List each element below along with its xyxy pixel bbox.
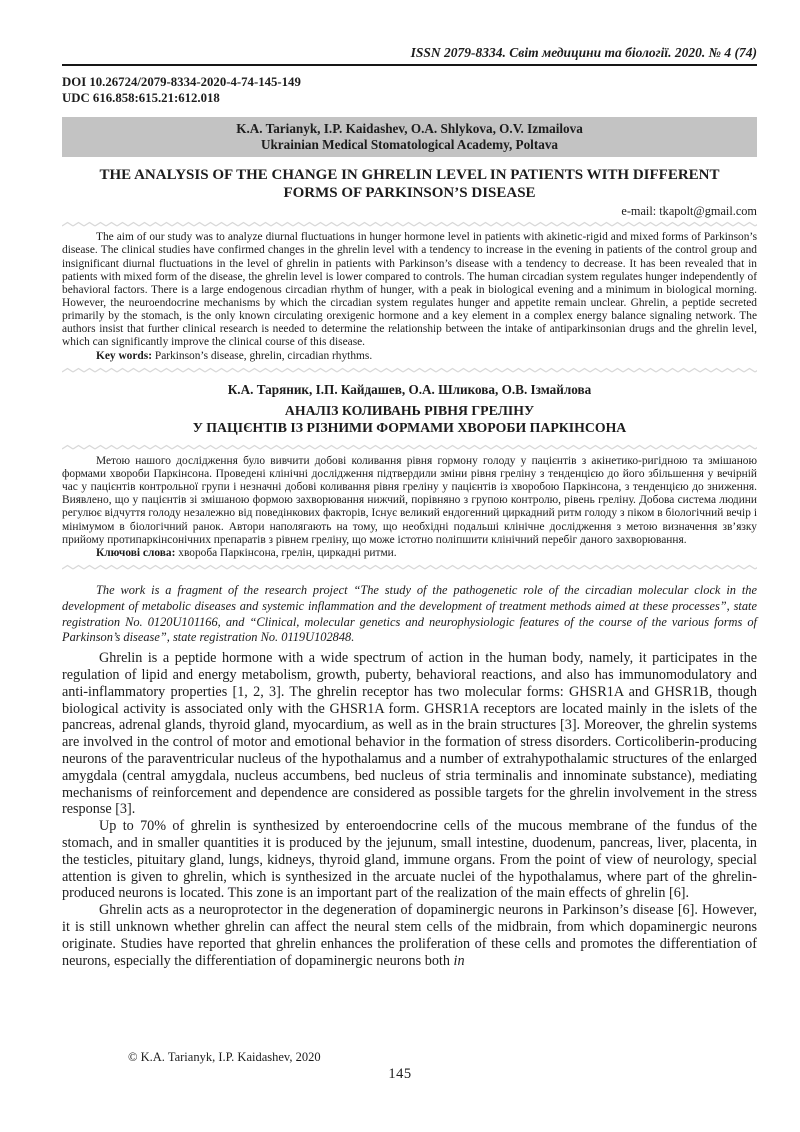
zigzag-divider: [62, 444, 757, 451]
zigzag-divider: [62, 221, 757, 228]
article-title-uk-line1: АНАЛІЗ КОЛИВАНЬ РІВНЯ ГРЕЛІНУ: [284, 402, 535, 418]
zigzag-divider: [62, 564, 757, 571]
body-paragraph-2: Up to 70% of ghrelin is synthesized by enteroendocrine cells of the mucous membrane of the fundus of the stomach, and in smaller quantities it is produced by the jejunum, small intestine, duodenum, pancreas, liver, placenta, in the testicles, pituitary gland, lungs, kidneys, thyroid gland, immune organs. From the point of view of neurology, special attention is given to ghrelin, which is synthesized in the arcuate nuclei of the hypothalamus, where part of the ghrelin-produced neurons is located. This zone is an important part of the realization of the main effects of ghrelin [6].: [62, 818, 757, 902]
article-title-uk: [62, 402, 757, 437]
article-title-en: THE ANALYSIS OF THE CHANGE IN GHRELIN LEVEL IN PATIENTS WITH DIFFERENT FORMS OF PARKINSON’S DISEASE: [99, 167, 720, 202]
abstract-uk: Метою нашого дослідження було вивчити добові коливання рівня гормону голоду у пацієнтів з акінетико-ригідною та змішаною формами хвороби Паркінсона. Проведені клінічні дослідження підтвердили зміни рівня греліну з тенденцією до його збільшення у вечірній час у пацієнтів контрольної групи і незначні добові коливання рівня греліну у пацієнтів із хворобою Паркінсона, з тенденцією до зниження. Виявлено, що у пацієнтів зі змішаною формою захворювання нижчий, порівняно з групою контролю, рівень греліну. Добова система людини регулює відчуття голоду незалежно від поведінкових факторів, Існує великий ендогенний циркадний ритм голоду з піком в біологічний вечір і мінімумом в біологічний ранок. Автори наполягають на тому, що необхідні подальші клінічне дослідження з метою визначення зв’язку прийому протипаркінсонічних препаратів з рівнем греліну, що може істотно поліпшити клінічний перебіг даного захворювання.: [62, 454, 757, 546]
copyright-note: © K.A. Tarianyk, I.P. Kaidashev, 2020: [128, 1050, 321, 1064]
article-body: [62, 650, 757, 969]
affiliation-en: Ukrainian Medical Stomatological Academy, Poltava: [260, 137, 559, 153]
doi-line: DOI 10.26724/2079-8334-2020-4-74-145-149: [62, 75, 301, 89]
header-rule: [62, 64, 757, 66]
keywords-uk: хвороба Паркінсона, грелін, циркадні ритми.: [178, 546, 397, 559]
article-title-uk-line2: У ПАЦІЄНТІВ ІЗ РІЗНИМИ ФОРМАМИ ХВОРОБИ ПАРКІНСОНА: [192, 420, 627, 436]
authors-uk: К.А. Таряник, І.П. Кайдашев, О.А. Шликова, О.В. Ізмайлова: [227, 381, 592, 397]
keywords-uk-line: [62, 547, 757, 560]
project-note: The work is a fragment of the research project “The study of the pathogenetic role of the circadian molecular clock in the development of metabolic diseases and systemic inflammation and the development of treatment methods aimed at these processes”, state registration No. 0120U101166, and “Clinical, molecular genetics and neurophysiologic features of the course of the various forms of Parkinson’s disease”, state registration No. 0119U102848.: [62, 583, 757, 645]
doi-udc-block: [62, 75, 757, 106]
email-line: e-mail: tkapolt@gmail.com: [621, 204, 757, 219]
body-paragraph-3: [62, 902, 757, 969]
page-number: 145: [388, 1066, 412, 1082]
issn-journal-line: ISSN 2079-8334. Світ медицини та біології. 2020. № 4 (74): [410, 45, 757, 60]
udc-line: UDC 616.858:615.21:612.018: [62, 90, 220, 105]
keywords-en-label: Key words:: [96, 349, 152, 362]
authors-en: K.A. Tarianyk, I.P. Kaidashev, O.A. Shlykova, O.V. Izmailova: [236, 120, 583, 136]
keywords-en: Parkinson’s disease, ghrelin, circadian rhythms.: [154, 349, 373, 362]
keywords-en-line: [62, 350, 757, 363]
body-paragraph-1: Ghrelin is a peptide hormone with a wide spectrum of action in the human body, namely, it participates in the regulation of lipid and energy metabolism, growth, puberty, behavioral reactions, and also has immunomodulatory and anti-inflammatory properties [1, 2, 3]. The ghrelin receptor has two molecular forms: GHSR1A and GHSR1B, though biological activity is associated only with the GHSR1A form. GHSR1A receptors are located mainly in the islets of the pancreas, adrenal glands, thyroid gland, myocardium, as well as in the brain structures [3]. Moreover, the ghrelin systems are involved in the control of motor and emotional behavior in the formation of stress disorders. Corticoliberin-producing neurons of the paraventricular nucleus of the hypothalamus and a number of extrahypothalamic structures of the enlarged amygdala (central amygdala, nucleus accumbens, bed nucleus of stria terminalis and innominate substance), mediating mechanisms of reinforcement and dependence are considered as possible targets for the ghrelin involvement in the stress response [3].: [62, 650, 757, 818]
body-paragraph-3-italic-suffix: in: [453, 952, 465, 969]
abstract-en: The aim of our study was to analyze diurnal fluctuations in hunger hormone level in patients with akinetic-rigid and mixed forms of Parkinson’s disease. The clinical studies have confirmed changes in the ghrelin level with a tendency to increase in the evening in patients of the control group and insignificant diurnal fluctuations in the level of ghrelin in patients with Parkinson’s disease with a tendency to decrease. It has been revealed that in patients with mixed form of the disease, the ghrelin level is lower compared to controls. The human circadian system regulates hunger independently of behavioral factors. There is a large endogenous circadian rhythm of hunger, with a peak in biological evening and a minimum in biological morning. However, the neuroendocrine mechanisms by which the circadian system regulates hunger and appetite remain unclear. Ghrelin, a peptide secreted primarily by the stomach, is the only known circulating orexigenic hormone and a key element in a complex energy balance signaling network. The authors insist that further clinical research is needed to determine the relationship between the intake of antiparkinsonian drugs and the ghrelin level, which can significantly improve the clinical course of this disease.: [62, 231, 757, 349]
page-content: [62, 45, 757, 969]
body-paragraph-3-text: Ghrelin acts as a neuroprotector in the degeneration of dopaminergic neurons in Parkinson’s disease [6]. However, it is still unknown whether ghrelin can affect the neural stem cells of the midbrain, from which dopaminergic neurons originate. Studies have reported that ghrelin enhances the proliferation of these cells and promotes the differentiation of neurons, especially the differentiation of dopaminergic neurons both: [62, 902, 757, 969]
keywords-uk-label: Ключові слова:: [96, 546, 176, 559]
zigzag-divider: [62, 367, 757, 374]
authors-bar: [62, 117, 757, 157]
